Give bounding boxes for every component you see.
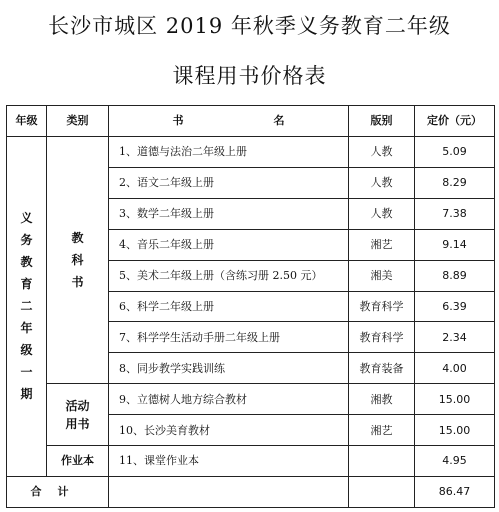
- price-cell: 4.95: [415, 446, 495, 477]
- category-homework: 作业本: [47, 446, 109, 477]
- book-name: 1、道德与法治二年级上册: [109, 137, 349, 168]
- price-cell: 8.29: [415, 167, 495, 198]
- grade-cell: 义务教育二年级一期: [7, 137, 47, 477]
- total-label: 合计: [7, 476, 109, 507]
- book-name: 11、课堂作业本: [109, 446, 349, 477]
- edition-cell: 湘美: [349, 260, 415, 291]
- price-table: [6, 105, 495, 508]
- book-name: 3、数学二年级上册: [109, 198, 349, 229]
- edition-cell: 人教: [349, 137, 415, 168]
- table-row: [7, 384, 495, 415]
- edition-cell: [349, 446, 415, 477]
- edition-cell: 湘教: [349, 384, 415, 415]
- book-name: 5、美术二年级上册（含练习册 2.50 元）: [109, 260, 349, 291]
- book-name: 4、音乐二年级上册: [109, 229, 349, 260]
- price-cell: 7.38: [415, 198, 495, 229]
- edition-cell: 人教: [349, 167, 415, 198]
- book-name: 9、立德树人地方综合教材: [109, 384, 349, 415]
- book-name: 8、同步教学实践训练: [109, 353, 349, 384]
- table-header-row: [7, 106, 495, 137]
- table-row: [7, 446, 495, 477]
- book-name: 6、科学二年级上册: [109, 291, 349, 322]
- header-book-name: 书 名: [109, 106, 349, 137]
- edition-cell: 教育科学: [349, 291, 415, 322]
- edition-cell: 人教: [349, 198, 415, 229]
- table-row: [7, 137, 495, 168]
- total-row: [7, 476, 495, 507]
- header-edition: 版别: [349, 106, 415, 137]
- price-cell: 9.14: [415, 229, 495, 260]
- header-category: 类别: [47, 106, 109, 137]
- edition-cell: 湘艺: [349, 415, 415, 446]
- total-empty-edition: [349, 476, 415, 507]
- total-price: 86.47: [415, 476, 495, 507]
- price-cell: 5.09: [415, 137, 495, 168]
- edition-cell: 教育装备: [349, 353, 415, 384]
- price-cell: 15.00: [415, 415, 495, 446]
- price-cell: 4.00: [415, 353, 495, 384]
- price-cell: 8.89: [415, 260, 495, 291]
- document-subtitle: 课程用书价格表: [172, 64, 327, 88]
- header-price: 定价（元）: [415, 106, 495, 137]
- total-empty-book: [109, 476, 349, 507]
- book-name: 2、语文二年级上册: [109, 167, 349, 198]
- category-activity: 活动用书: [47, 384, 109, 446]
- price-cell: 2.34: [415, 322, 495, 353]
- edition-cell: 湘艺: [349, 229, 415, 260]
- document-title: 长沙市城区 2019 年秋季义务教育二年级: [48, 14, 451, 38]
- edition-cell: 教育科学: [349, 322, 415, 353]
- price-cell: 15.00: [415, 384, 495, 415]
- book-name: 7、科学学生活动手册二年级上册: [109, 322, 349, 353]
- book-name: 10、长沙美育教材: [109, 415, 349, 446]
- category-textbook: 教科书: [47, 137, 109, 384]
- price-cell: 6.39: [415, 291, 495, 322]
- header-grade: 年级: [7, 106, 47, 137]
